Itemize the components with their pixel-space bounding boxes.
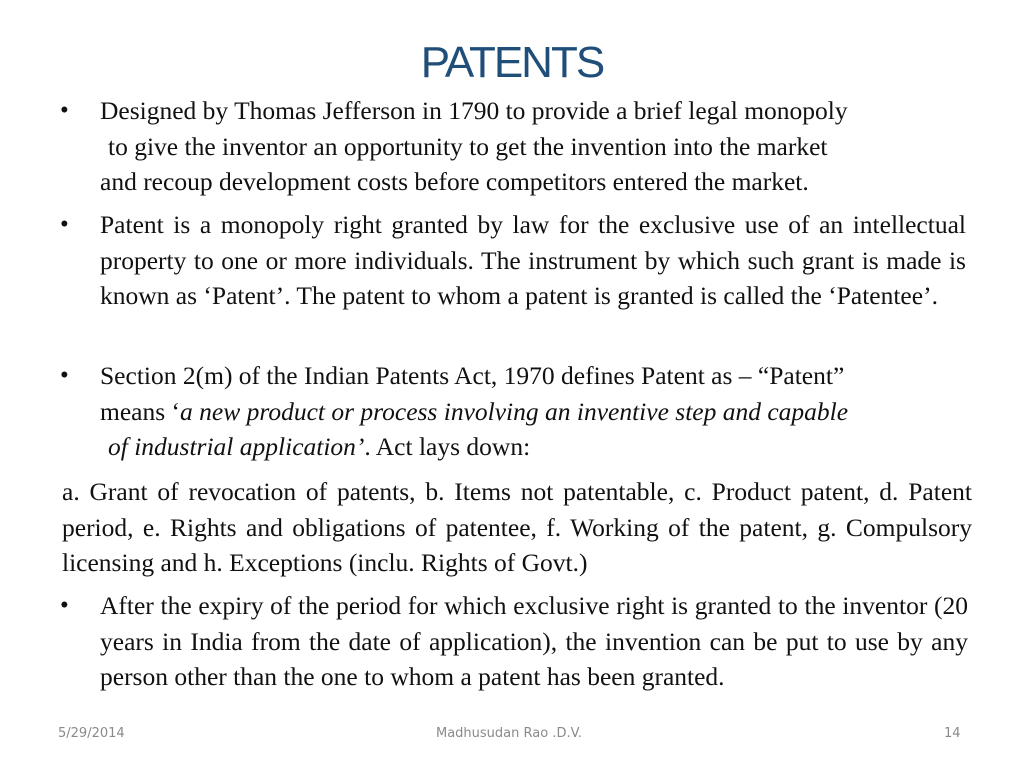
footer-page-number: 14 xyxy=(944,726,961,741)
bullet-3-line-1: Section 2(m) of the Indian Patents Act, 1970 defines Patent as – “Patent” xyxy=(100,361,845,390)
slide-title: PATENTS xyxy=(420,38,604,87)
bullet-1-line-2: to give the inventor an opportunity to get the invention into the market xyxy=(108,131,828,161)
act-provisions-paragraph: a. Grant of revocation of patents, b. Items not patentable, c. Product patent, d. Patent period, e. Rights and obligations of patentee, f. Working of the patent, g. Compulsory licensing and h. Exceptions (inclu. Rights of Govt.) xyxy=(62,477,972,577)
definition-italic-1: a new product or process involving an inventive step and capable xyxy=(180,396,849,426)
bullet-item-3 xyxy=(100,358,980,465)
bullet-marker: • xyxy=(60,362,69,389)
bullet-marker: • xyxy=(60,592,69,619)
footer-author: Madhusudan Rao .D.V. xyxy=(436,726,582,741)
bullet-marker: • xyxy=(60,211,69,238)
definition-italic-2: of industrial application’ xyxy=(108,432,365,461)
act-lays-down: . Act lays down: xyxy=(364,432,531,461)
bullet-3-line-2 xyxy=(100,394,980,430)
means-prefix: means ‘ xyxy=(100,396,181,426)
bullet-item-4: After the expiry of the period for which exclusive right is granted to the inventor (20 years in India from the date of application), the invention can be put to use by any person other than the one to whom a patent has been granted. xyxy=(100,591,968,691)
bullet-item-1 xyxy=(100,93,970,200)
bullet-3-line-3 xyxy=(100,429,980,465)
bullet-1-line-3: and recoup development costs before competitors entered the market. xyxy=(100,167,809,196)
footer-date: 5/29/2014 xyxy=(58,726,125,741)
bullet-item-2: Patent is a monopoly right granted by law for the exclusive use of an intellectual property to one or more individuals. The instrument by which such grant is made is known as ‘Patent’. The patent to whom a patent is granted is called the ‘Patentee’. xyxy=(100,210,966,310)
bullet-marker: • xyxy=(60,97,69,124)
bullet-1-line-1: Designed by Thomas Jefferson in 1790 to provide a brief legal monopoly xyxy=(100,96,848,125)
